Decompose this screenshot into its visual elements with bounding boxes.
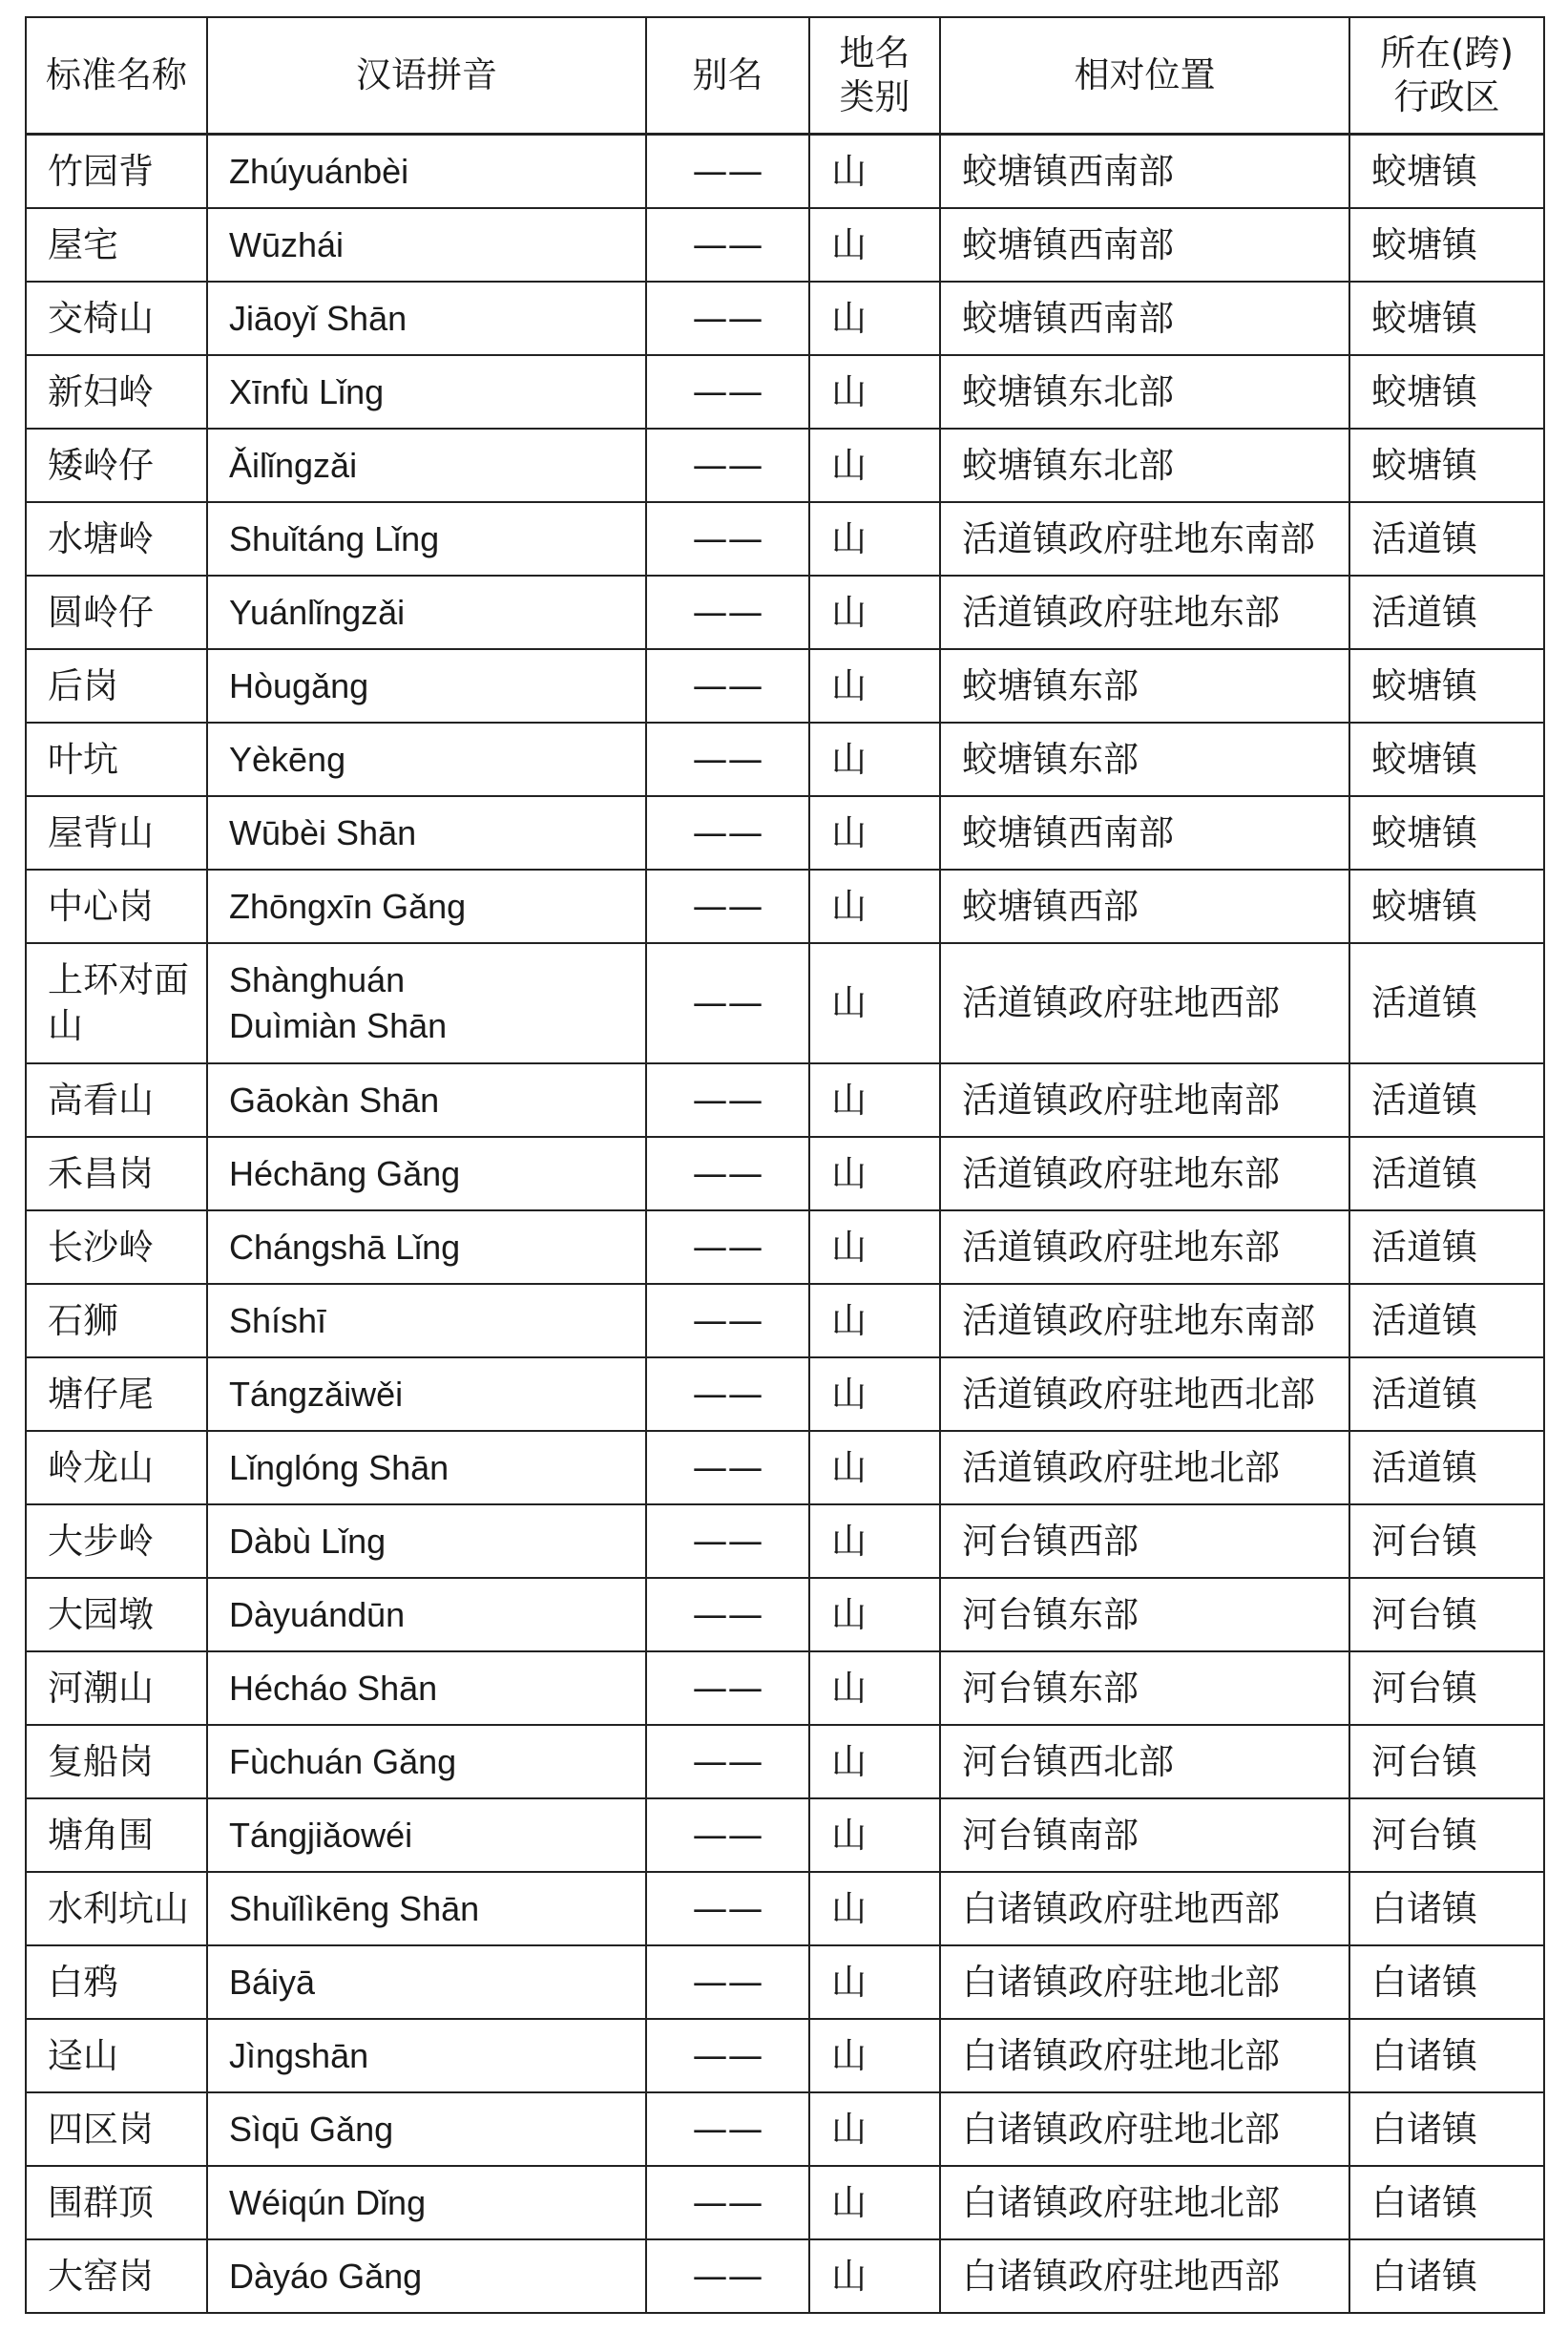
pinyin-line: Fùchuán Gǎng	[229, 1741, 457, 1781]
district-cell: 活道镇	[1349, 502, 1544, 576]
alias-cell: ——	[646, 2239, 809, 2313]
relative-location-cell: 蛟塘镇西部	[940, 870, 1349, 943]
pinyin-cell	[207, 355, 646, 429]
category-cell: 山	[809, 796, 940, 870]
category-cell: 山	[809, 649, 940, 723]
pinyin-cell	[207, 1063, 646, 1137]
relative-location-cell: 白诸镇政府驻地北部	[940, 2092, 1349, 2166]
table-row	[26, 2092, 1544, 2166]
pinyin-cell	[207, 2239, 646, 2313]
relative-location-cell: 活道镇政府驻地东部	[940, 1137, 1349, 1210]
table-row	[26, 943, 1544, 1063]
relative-location-cell: 活道镇政府驻地东部	[940, 576, 1349, 649]
relative-location-cell: 蛟塘镇东北部	[940, 355, 1349, 429]
standard-name-cell: 上环对面山	[26, 943, 207, 1063]
table-row	[26, 2166, 1544, 2239]
standard-name-cell: 复船岗	[26, 1725, 207, 1798]
alias-cell: ——	[646, 1578, 809, 1651]
pinyin-line: Sìqū Gǎng	[229, 2109, 394, 2149]
alias-cell: ——	[646, 796, 809, 870]
standard-name-cell: 长沙岭	[26, 1210, 207, 1284]
district-cell: 活道镇	[1349, 1431, 1544, 1504]
alias-cell: ——	[646, 1725, 809, 1798]
pinyin-cell	[207, 1725, 646, 1798]
standard-name-cell: 岭龙山	[26, 1431, 207, 1504]
standard-name-cell: 高看山	[26, 1063, 207, 1137]
pinyin-cell	[207, 943, 646, 1063]
category-cell: 山	[809, 208, 940, 282]
pinyin-cell	[207, 1357, 646, 1431]
category-cell: 山	[809, 1945, 940, 2019]
category-cell: 山	[809, 1798, 940, 1872]
table-row	[26, 1210, 1544, 1284]
standard-name-cell: 围群顶	[26, 2166, 207, 2239]
category-cell: 山	[809, 282, 940, 355]
category-cell: 山	[809, 1137, 940, 1210]
table-row	[26, 1578, 1544, 1651]
pinyin-cell	[207, 723, 646, 796]
category-cell: 山	[809, 1431, 940, 1504]
standard-name-cell: 白鸦	[26, 1945, 207, 2019]
pinyin-line: Jiāoyǐ Shān	[229, 298, 408, 338]
alias-cell: ——	[646, 576, 809, 649]
standard-name-cell: 水塘岭	[26, 502, 207, 576]
category-cell: 山	[809, 1063, 940, 1137]
pinyin-cell	[207, 1798, 646, 1872]
category-cell: 山	[809, 2092, 940, 2166]
relative-location-cell: 白诸镇政府驻地西部	[940, 1872, 1349, 1945]
pinyin-cell	[207, 429, 646, 502]
pinyin-line: Tángjiǎowéi	[229, 1815, 413, 1855]
standard-name-cell: 大窑岗	[26, 2239, 207, 2313]
alias-cell: ——	[646, 2166, 809, 2239]
table-row	[26, 1872, 1544, 1945]
pinyin-line: Jìngshān	[229, 2035, 369, 2075]
table-row	[26, 2239, 1544, 2313]
table-body	[26, 135, 1544, 2314]
alias-cell: ——	[646, 282, 809, 355]
alias-cell: ——	[646, 208, 809, 282]
district-cell: 白诸镇	[1349, 2092, 1544, 2166]
alias-cell: ——	[646, 1284, 809, 1357]
header-category: 地名 类别	[809, 17, 940, 135]
relative-location-cell: 河台镇东部	[940, 1651, 1349, 1725]
district-cell: 活道镇	[1349, 1357, 1544, 1431]
relative-location-cell: 白诸镇政府驻地西部	[940, 2239, 1349, 2313]
relative-location-cell: 蛟塘镇西南部	[940, 282, 1349, 355]
pinyin-line: Tángzǎiwěi	[229, 1374, 404, 1414]
pinyin-line: Zhōngxīn Gǎng	[229, 886, 467, 926]
category-cell: 山	[809, 1284, 940, 1357]
header-row	[26, 17, 1544, 135]
pinyin-cell	[207, 1137, 646, 1210]
pinyin-line: Duìmiàn Shān	[229, 1006, 448, 1045]
district-cell: 蛟塘镇	[1349, 649, 1544, 723]
district-cell: 活道镇	[1349, 1137, 1544, 1210]
alias-cell: ——	[646, 1357, 809, 1431]
standard-name-cell: 屋背山	[26, 796, 207, 870]
district-cell: 蛟塘镇	[1349, 208, 1544, 282]
alias-cell: ——	[646, 2019, 809, 2092]
standard-name-cell: 竹园背	[26, 135, 207, 209]
alias-cell: ——	[646, 1431, 809, 1504]
pinyin-line: Xīnfù Lǐng	[229, 371, 385, 411]
category-cell: 山	[809, 1357, 940, 1431]
table-row	[26, 796, 1544, 870]
relative-location-cell: 白诸镇政府驻地北部	[940, 2166, 1349, 2239]
standard-name-cell: 屋宅	[26, 208, 207, 282]
pinyin-cell	[207, 1431, 646, 1504]
relative-location-cell: 活道镇政府驻地东部	[940, 1210, 1349, 1284]
category-cell: 山	[809, 135, 940, 209]
standard-name-cell: 河潮山	[26, 1651, 207, 1725]
relative-location-cell: 蛟塘镇东部	[940, 649, 1349, 723]
district-cell: 蛟塘镇	[1349, 135, 1544, 209]
header-relative-location: 相对位置	[940, 17, 1349, 135]
district-cell: 蛟塘镇	[1349, 429, 1544, 502]
district-cell: 蛟塘镇	[1349, 355, 1544, 429]
table-header	[26, 17, 1544, 135]
pinyin-cell	[207, 282, 646, 355]
alias-cell: ——	[646, 429, 809, 502]
relative-location-cell: 活道镇政府驻地北部	[940, 1431, 1349, 1504]
pinyin-cell	[207, 1872, 646, 1945]
pinyin-line: Zhúyuánbèi	[229, 151, 409, 191]
pinyin-line: Shuǐlìkēng Shān	[229, 1888, 480, 1928]
gazetteer-table	[25, 16, 1545, 2314]
district-cell: 白诸镇	[1349, 2019, 1544, 2092]
pinyin-cell	[207, 1945, 646, 2019]
table-row	[26, 502, 1544, 576]
district-cell: 白诸镇	[1349, 2239, 1544, 2313]
district-cell: 白诸镇	[1349, 1872, 1544, 1945]
pinyin-line: Wūbèi Shān	[229, 812, 417, 852]
category-cell: 山	[809, 870, 940, 943]
district-cell: 河台镇	[1349, 1725, 1544, 1798]
alias-cell: ——	[646, 1872, 809, 1945]
relative-location-cell: 蛟塘镇东北部	[940, 429, 1349, 502]
table-row	[26, 1504, 1544, 1578]
relative-location-cell: 河台镇东部	[940, 1578, 1349, 1651]
pinyin-cell	[207, 576, 646, 649]
pinyin-cell	[207, 1210, 646, 1284]
district-cell: 活道镇	[1349, 1063, 1544, 1137]
pinyin-cell	[207, 208, 646, 282]
category-cell: 山	[809, 1504, 940, 1578]
district-cell: 活道镇	[1349, 576, 1544, 649]
standard-name-cell: 大步岭	[26, 1504, 207, 1578]
pinyin-line: Chángshā Lǐng	[229, 1227, 461, 1267]
alias-cell: ——	[646, 2092, 809, 2166]
standard-name-cell: 塘角围	[26, 1798, 207, 1872]
district-cell: 河台镇	[1349, 1798, 1544, 1872]
relative-location-cell: 蛟塘镇东部	[940, 723, 1349, 796]
district-cell: 蛟塘镇	[1349, 723, 1544, 796]
relative-location-cell: 活道镇政府驻地东南部	[940, 1284, 1349, 1357]
category-cell: 山	[809, 2239, 940, 2313]
table-row	[26, 1137, 1544, 1210]
alias-cell: ——	[646, 1504, 809, 1578]
table-row	[26, 1431, 1544, 1504]
table-row	[26, 429, 1544, 502]
table-row	[26, 135, 1544, 209]
pinyin-cell	[207, 870, 646, 943]
header-pinyin: 汉语拼音	[207, 17, 646, 135]
pinyin-line: Héchāng Gǎng	[229, 1153, 461, 1193]
table-row	[26, 1063, 1544, 1137]
relative-location-cell: 活道镇政府驻地南部	[940, 1063, 1349, 1137]
alias-cell: ——	[646, 1798, 809, 1872]
standard-name-cell: 后岗	[26, 649, 207, 723]
alias-cell: ——	[646, 723, 809, 796]
pinyin-line: Yèkēng	[229, 739, 346, 779]
relative-location-cell: 活道镇政府驻地西北部	[940, 1357, 1349, 1431]
category-cell: 山	[809, 1651, 940, 1725]
alias-cell: ——	[646, 1651, 809, 1725]
relative-location-cell: 河台镇西部	[940, 1504, 1349, 1578]
table-row	[26, 2019, 1544, 2092]
standard-name-cell: 石狮	[26, 1284, 207, 1357]
relative-location-cell: 白诸镇政府驻地北部	[940, 1945, 1349, 2019]
standard-name-cell: 叶坑	[26, 723, 207, 796]
table-row	[26, 208, 1544, 282]
pinyin-line: Lǐnglóng Shān	[229, 1447, 449, 1487]
alias-cell: ——	[646, 1137, 809, 1210]
alias-cell: ——	[646, 355, 809, 429]
alias-cell: ——	[646, 1210, 809, 1284]
pinyin-line: Shíshī	[229, 1300, 327, 1340]
pinyin-cell	[207, 2019, 646, 2092]
standard-name-cell: 大园墩	[26, 1578, 207, 1651]
pinyin-cell	[207, 135, 646, 209]
district-cell: 蛟塘镇	[1349, 870, 1544, 943]
pinyin-cell	[207, 649, 646, 723]
table-row	[26, 870, 1544, 943]
standard-name-cell: 圆岭仔	[26, 576, 207, 649]
district-cell: 活道镇	[1349, 1210, 1544, 1284]
pinyin-cell	[207, 1651, 646, 1725]
district-cell: 活道镇	[1349, 943, 1544, 1063]
alias-cell: ——	[646, 870, 809, 943]
table-row	[26, 1945, 1544, 2019]
pinyin-line: Gāokàn Shān	[229, 1080, 440, 1120]
pinyin-cell	[207, 1578, 646, 1651]
table-row	[26, 1651, 1544, 1725]
table-row	[26, 282, 1544, 355]
category-cell: 山	[809, 1210, 940, 1284]
district-cell: 蛟塘镇	[1349, 282, 1544, 355]
standard-name-cell: 矮岭仔	[26, 429, 207, 502]
pinyin-line: Báiyā	[229, 1962, 316, 2002]
table-row	[26, 1284, 1544, 1357]
table-row	[26, 1725, 1544, 1798]
header-district: 所在(跨) 行政区	[1349, 17, 1544, 135]
district-cell: 白诸镇	[1349, 2166, 1544, 2239]
relative-location-cell: 活道镇政府驻地西部	[940, 943, 1349, 1063]
pinyin-cell	[207, 1284, 646, 1357]
pinyin-line: Yuánlǐngzǎi	[229, 592, 406, 632]
category-cell: 山	[809, 576, 940, 649]
standard-name-cell: 中心岗	[26, 870, 207, 943]
alias-cell: ——	[646, 135, 809, 209]
district-cell: 蛟塘镇	[1349, 796, 1544, 870]
pinyin-line: Hòugǎng	[229, 665, 369, 705]
district-cell: 活道镇	[1349, 1284, 1544, 1357]
category-cell: 山	[809, 429, 940, 502]
pinyin-line: Shuǐtáng Lǐng	[229, 518, 440, 558]
category-cell: 山	[809, 355, 940, 429]
table-row	[26, 1357, 1544, 1431]
district-cell: 河台镇	[1349, 1651, 1544, 1725]
pinyin-line: Wéiqún Dǐng	[229, 2182, 427, 2222]
pinyin-cell	[207, 2166, 646, 2239]
standard-name-cell: 交椅山	[26, 282, 207, 355]
relative-location-cell: 河台镇西北部	[940, 1725, 1349, 1798]
category-cell: 山	[809, 1578, 940, 1651]
pinyin-cell	[207, 2092, 646, 2166]
pinyin-cell	[207, 1504, 646, 1578]
standard-name-cell: 禾昌岗	[26, 1137, 207, 1210]
table-row	[26, 576, 1544, 649]
relative-location-cell: 河台镇南部	[940, 1798, 1349, 1872]
alias-cell: ——	[646, 649, 809, 723]
category-cell: 山	[809, 2019, 940, 2092]
relative-location-cell: 白诸镇政府驻地北部	[940, 2019, 1349, 2092]
pinyin-line: Dàbù Lǐng	[229, 1521, 387, 1561]
district-cell: 河台镇	[1349, 1504, 1544, 1578]
standard-name-cell: 四区岗	[26, 2092, 207, 2166]
relative-location-cell: 活道镇政府驻地东南部	[940, 502, 1349, 576]
alias-cell: ——	[646, 943, 809, 1063]
category-cell: 山	[809, 502, 940, 576]
category-cell: 山	[809, 723, 940, 796]
table-row	[26, 723, 1544, 796]
relative-location-cell: 蛟塘镇西南部	[940, 796, 1349, 870]
category-cell: 山	[809, 2166, 940, 2239]
alias-cell: ——	[646, 1945, 809, 2019]
table-row	[26, 355, 1544, 429]
standard-name-cell: 水利坑山	[26, 1872, 207, 1945]
pinyin-cell	[207, 502, 646, 576]
standard-name-cell: 塘仔尾	[26, 1357, 207, 1431]
relative-location-cell: 蛟塘镇西南部	[940, 135, 1349, 209]
alias-cell: ——	[646, 502, 809, 576]
category-cell: 山	[809, 943, 940, 1063]
standard-name-cell: 迳山	[26, 2019, 207, 2092]
header-standard-name: 标准名称	[26, 17, 207, 135]
table-row	[26, 649, 1544, 723]
category-cell: 山	[809, 1725, 940, 1798]
district-cell: 河台镇	[1349, 1578, 1544, 1651]
district-cell: 白诸镇	[1349, 1945, 1544, 2019]
pinyin-line: Dàyuándūn	[229, 1594, 406, 1634]
pinyin-cell	[207, 796, 646, 870]
category-cell: 山	[809, 1872, 940, 1945]
alias-cell: ——	[646, 1063, 809, 1137]
header-alias: 别名	[646, 17, 809, 135]
pinyin-line: Wūzhái	[229, 224, 345, 264]
pinyin-line: Dàyáo Gǎng	[229, 2256, 423, 2296]
pinyin-line: Ǎilǐngzǎi	[229, 445, 358, 485]
table-row	[26, 1798, 1544, 1872]
pinyin-line: Hécháo Shān	[229, 1668, 438, 1708]
relative-location-cell: 蛟塘镇西南部	[940, 208, 1349, 282]
pinyin-line: Shànghuán	[229, 960, 406, 999]
standard-name-cell: 新妇岭	[26, 355, 207, 429]
